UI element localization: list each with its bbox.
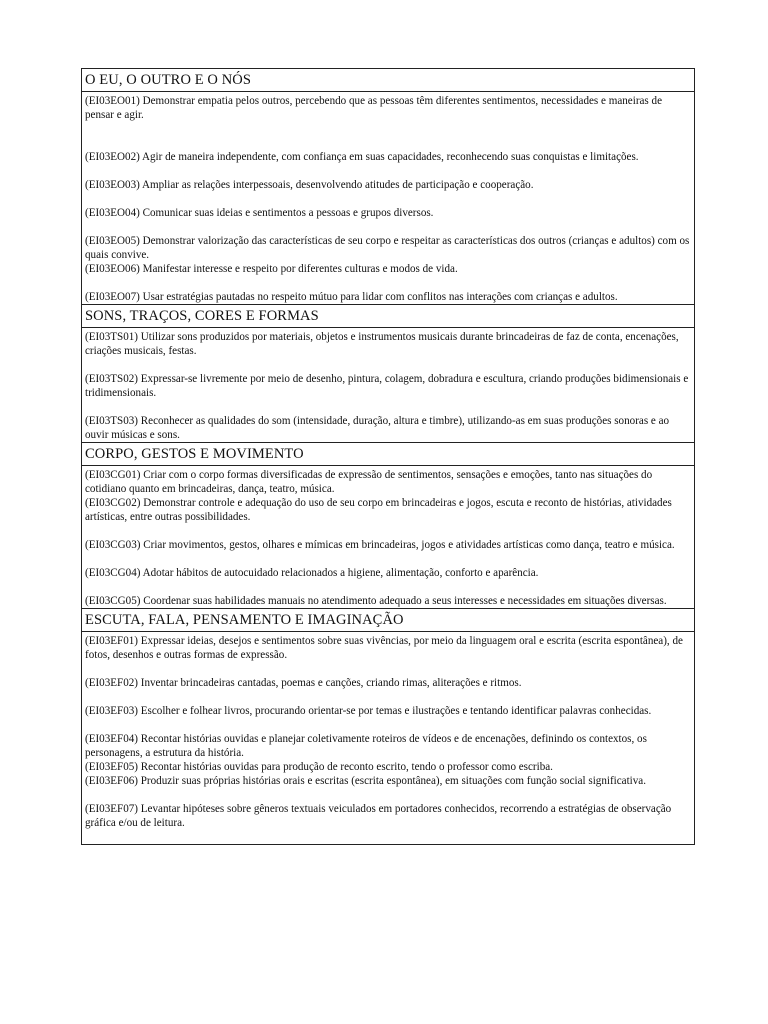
objective-item: (EI03TS01) Utilizar sons produzidos por materiais, objetos e instrumentos musicais durante brincadeiras de faz de conta, encenações, criações musicais, festas. (85, 331, 679, 357)
section-title-corpo-gestos: CORPO, GESTOS E MOVIMENTO (82, 443, 694, 466)
objective-item: (EI03EF06) Produzir suas próprias histórias orais e escritas (escrita espontânea), em situações com função social significativa. (85, 775, 646, 787)
objective-item: (EI03CG04) Adotar hábitos de autocuidado relacionados a higiene, alimentação, conforto e aparência. (85, 567, 539, 579)
section-title-sons-tracos: SONS, TRAÇOS, CORES E FORMAS (82, 305, 694, 328)
objective-item: (EI03CG02) Demonstrar controle e adequação do uso de seu corpo em brincadeiras e jogos, escuta e reconto de histórias, atividades artísticas, entre outras possibilidades. (85, 497, 672, 523)
objective-item: (EI03EO05) Demonstrar valorização das características de seu corpo e respeitar as características dos outros (crianças e adultos) com os quais convive. (85, 235, 690, 261)
objective-item: (EI03CG01) Criar com o corpo formas diversificadas de expressão de sentimentos, sensações e emoções, tanto nas situações do cotidiano quanto em brincadeiras, dança, teatro, música. (85, 469, 653, 495)
objective-item: (EI03CG03) Criar movimentos, gestos, olhares e mímicas em brincadeiras, jogos e atividades artísticas como dança, teatro e música. (85, 539, 675, 551)
objective-item: (EI03EF04) Recontar histórias ouvidas e planejar coletivamente roteiros de vídeos e de encenações, definindo os contextos, os personagens, a estrutura da história. (85, 733, 647, 759)
objective-item: (EI03EF03) Escolher e folhear livros, procurando orientar-se por temas e ilustrações e tentando identificar palavras conhecidas. (85, 705, 652, 717)
objectives-table (81, 68, 695, 845)
objective-item: (EI03CG05) Coordenar suas habilidades manuais no atendimento adequado a seus interesses e necessidades em situações diversas. (85, 595, 667, 607)
section-body-sons-tracos (82, 328, 694, 443)
objective-item: (EI03EF05) Recontar histórias ouvidas para produção de reconto escrito, tendo o professor como escriba. (85, 761, 553, 773)
objective-item: (EI03EF01) Expressar ideias, desejos e sentimentos sobre suas vivências, por meio da linguagem oral e escrita (escrita espontânea), de fotos, desenhos e outras formas de expressão. (85, 635, 683, 661)
section-body-eu-outro-nos (82, 92, 694, 305)
objective-item: (EI03TS03) Reconhecer as qualidades do som (intensidade, duração, altura e timbre), utilizando-as em suas produções sonoras e ao ouvir músicas e sons. (85, 415, 670, 441)
objective-item: (EI03EO01) Demonstrar empatia pelos outros, percebendo que as pessoas têm diferentes sentimentos, necessidades e maneiras de pensar e agir. (85, 95, 662, 121)
objective-item: (EI03EO04) Comunicar suas ideias e sentimentos a pessoas e grupos diversos. (85, 207, 434, 219)
objective-item: (EI03EO03) Ampliar as relações interpessoais, desenvolvendo atitudes de participação e cooperação. (85, 179, 534, 191)
section-body-escuta-fala (82, 632, 694, 844)
objective-item: (EI03EF02) Inventar brincadeiras cantadas, poemas e canções, criando rimas, aliterações e ritmos. (85, 677, 522, 689)
objective-item: (EI03EO02) Agir de maneira independente, com confiança em suas capacidades, reconhecendo suas conquistas e limitações. (85, 151, 639, 163)
objective-item: (EI03TS02) Expressar-se livremente por meio de desenho, pintura, colagem, dobradura e escultura, criando produções bidimensionais e tridimensionais. (85, 373, 689, 399)
objective-item: (EI03EO06) Manifestar interesse e respeito por diferentes culturas e modos de vida. (85, 263, 458, 275)
objective-item: (EI03EO07) Usar estratégias pautadas no respeito mútuo para lidar com conflitos nas interações com crianças e adultos. (85, 291, 618, 303)
objective-item: (EI03EF07) Levantar hipóteses sobre gêneros textuais veiculados em portadores conhecidos, recorrendo a estratégias de observação gráfica e/ou de leitura. (85, 803, 672, 829)
section-title-eu-outro-nos: O EU, O OUTRO E O NÓS (82, 69, 694, 92)
section-title-escuta-fala: ESCUTA, FALA, PENSAMENTO E IMAGINAÇÃO (82, 609, 694, 632)
section-body-corpo-gestos (82, 466, 694, 609)
